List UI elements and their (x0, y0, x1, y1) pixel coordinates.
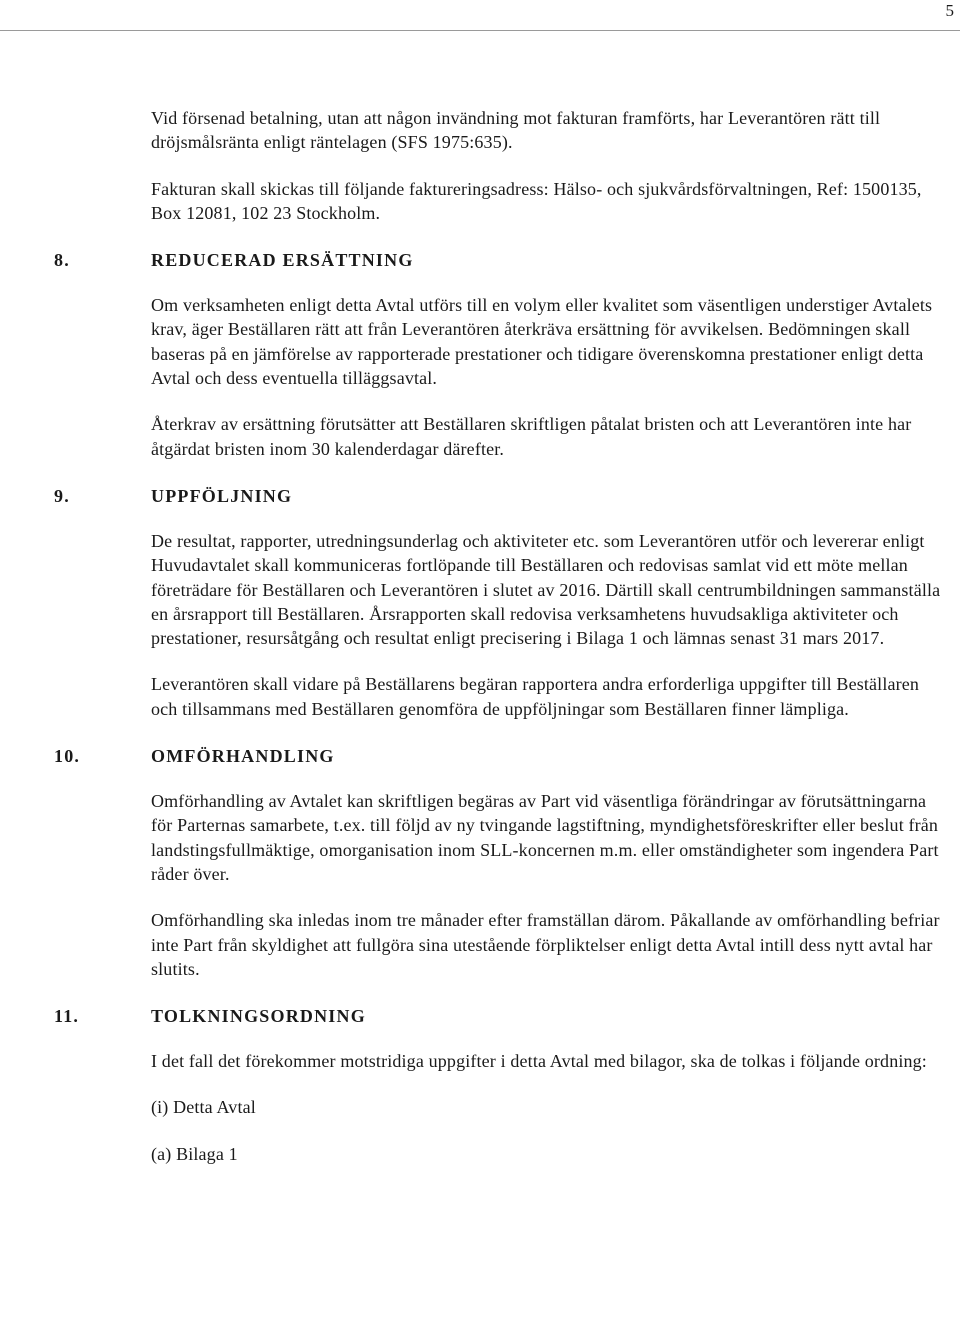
page-number: 5 (945, 1, 954, 20)
section-number: 8. (54, 250, 70, 271)
intro-paragraph-invoice-address: Fakturan skall skickas till följande faktureringsadress: Hälso- och sjukvårdsförvaltningen, Ref: 1500135, Box 12081, 102 23 Stockholm. (151, 178, 922, 223)
section-paragraph: De resultat, rapporter, utredningsunderlag och aktiviteter etc. som Leverantören utför och levererar enligt Huvudavtalet skall kommuniceras fortlöpande till Beställaren och redovisas samlat vid ett möte mellan företrädare för Beställaren och Leverantören i slutet av 2016. Därtill skall centrumbildningen sammanställa en årsrapport till Beställaren. Årsrapporten skall redovisa verksamhetens huvudsakliga aktiviteter och prestationer, resursåtgång och resultat enligt precisering i Bilaga 1 och lämnas senast 31 mars 2017. (151, 530, 941, 649)
section-title: TOLKNINGSORDNING (151, 1006, 366, 1027)
section-9-follow-up (54, 483, 941, 721)
section-heading (54, 483, 941, 509)
document-body (54, 106, 941, 1166)
section-paragraph: Omförhandling av Avtalet kan skriftligen begäras av Part vid väsentliga förändringar av förutsättningarna för Parternas samarbete, t.ex. till följd av ny tvingande lagstiftning, myndighetsföreskrifter eller beslut från landstingsfullmäktige, omorganisation inom SLL-koncernen m.m. eller omständigheter som ingendera Part råder över. (151, 791, 939, 884)
section-number: 10. (54, 746, 81, 767)
header-rule (0, 30, 960, 31)
section-title: REDUCERAD ERSÄTTNING (151, 250, 414, 271)
section-11-order-of-interpretation (54, 1003, 941, 1166)
section-paragraph: Omförhandling ska inledas inom tre månader efter framställan därom. Påkallande av omförhandling befriar inte Part från skyldighet att fullgöra sina utestående förpliktelser enligt detta Avtal intill dess nytt avtal har slutits. (151, 910, 940, 979)
section-heading (54, 743, 941, 769)
section-paragraph: Om verksamheten enligt detta Avtal utförs till en volym eller kvalitet som väsentligen understiger Avtalets krav, äger Beställaren rätt att från Leverantören återkräva ersättning för avvikelsen. Bedömningen skall baseras på en jämförelse av rapporterade prestationer och tidigare överenskomna prestationer enligt detta Avtal och dess eventuella tilläggsavtal. (151, 295, 933, 389)
section-number: 9. (54, 485, 70, 506)
list-item: (i) Detta Avtal (151, 1097, 256, 1118)
section-8-reduced-compensation (54, 247, 941, 461)
section-paragraph: Återkrav av ersättning förutsätter att Beställaren skriftligen påtalat bristen och att Leverantören inte har åtgärdat bristen inom 30 kalenderdagar därefter. (151, 414, 912, 459)
section-title: OMFÖRHANDLING (151, 746, 335, 767)
list-item: (a) Bilaga 1 (151, 1143, 238, 1164)
section-number: 11. (54, 1006, 80, 1027)
section-heading (54, 247, 941, 273)
section-paragraph: I det fall det förekommer motstridiga uppgifter i detta Avtal med bilagor, ska de tolkas i följande ordning: (151, 1051, 927, 1072)
section-title: UPPFÖLJNING (151, 485, 293, 506)
intro-paragraph-late-payment: Vid försenad betalning, utan att någon invändning mot fakturan framförts, har Leverantören rätt till dröjsmålsränta enligt räntelagen (SFS 1975:635). (151, 108, 881, 153)
section-10-renegotiation (54, 743, 941, 981)
section-paragraph: Leverantören skall vidare på Beställarens begäran rapportera andra erforderliga uppgifter till Beställaren och tillsammans med Beställaren genomföra de uppföljningar som Beställaren finner lämpliga. (151, 674, 920, 719)
section-heading (54, 1003, 941, 1029)
